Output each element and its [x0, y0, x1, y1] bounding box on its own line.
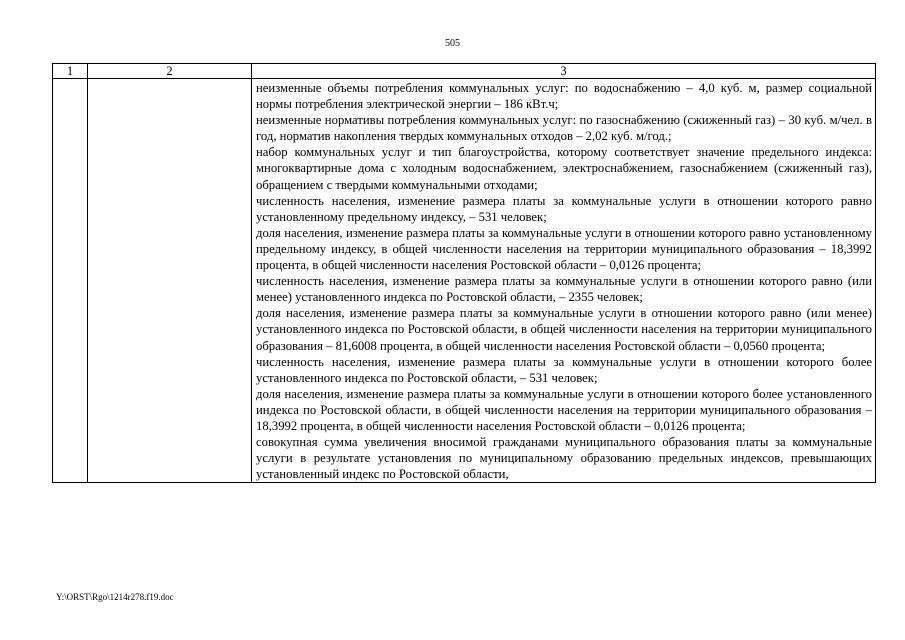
table-cell-col-2 [88, 79, 252, 483]
footer-file-path: Y:\ORST\Rgo\1214r278.f19.doc [56, 592, 174, 602]
text-paragraph: доля населения, изменение размера платы за коммунальные услуги в отношении которого равно установленному предельному индексу, в общей численности населения на территории муниципального образования – 18,3992 процента, в общей численности населения Ростовской области – 0,0126 процента; [256, 225, 872, 273]
text-paragraph: численность населения, изменение размера платы за коммунальные услуги в отношении которого равно установленному предельному индексу, – 531 человек; [256, 193, 872, 224]
text-paragraph: численность населения, изменение размера платы за коммунальные услуги в отношении которого более установленного индекса по Ростовской области, – 531 человек; [256, 354, 872, 385]
column-header-3: 3 [252, 64, 876, 79]
table-cell-col-1 [53, 79, 88, 483]
text-paragraph: совокупная сумма увеличения вносимой гражданами муниципального образования платы за коммунальные услуги в результате установления по муниципальному образованию предельных индексов, превышающих установленный индекс по Ростовской области, [256, 435, 872, 482]
text-paragraph: численность населения, изменение размера платы за коммунальные услуги в отношении которого равно (или менее) установленного индекса по Ростовской области, – 2355 человек; [256, 274, 872, 305]
text-paragraph: неизменные нормативы потребления коммунальных услуг: по газоснабжению (сжиженный газ) – 30 куб. м/чел. в год, норматив накопления твердых коммунальных отходов – 2,02 куб. м/год.; [256, 113, 872, 144]
table-row [53, 79, 876, 483]
table-cell-col-3 [252, 79, 876, 483]
text-paragraph: доля населения, изменение размера платы за коммунальные услуги в отношении которого более установленного индекса по Ростовской области, в общей численности населения на территории муниципального образования – 18,3992 процента, в общей численности населения Ростовской области – 0,0126 процента; [256, 386, 872, 433]
column-header-1: 1 [53, 64, 88, 79]
text-paragraph: набор коммунальных услуг и тип благоустройства, которому соответствует значение предельного индекса: многоквартирные дома с холодным водоснабжением, электроснабжением, газоснабжением (сжиженный газ), обращением с твердыми коммунальными отходами; [256, 145, 872, 192]
text-paragraph: доля населения, изменение размера платы за коммунальные услуги в отношении которого равно (или менее) установленного индекса по Ростовской области, в общей численности населения на территории муниципального образования – 81,6008 процента, в общей численности населения Ростовской области – 0,0560 процента; [256, 306, 872, 353]
page-number: 505 [445, 38, 460, 49]
column-header-2: 2 [88, 64, 252, 79]
text-paragraph: неизменные объемы потребления коммунальных услуг: по водоснабжению – 4,0 куб. м, размер социальной нормы потребления электрической энергии – 186 кВт.ч; [256, 81, 872, 112]
document-table [52, 63, 876, 483]
table-header-row [53, 64, 876, 79]
